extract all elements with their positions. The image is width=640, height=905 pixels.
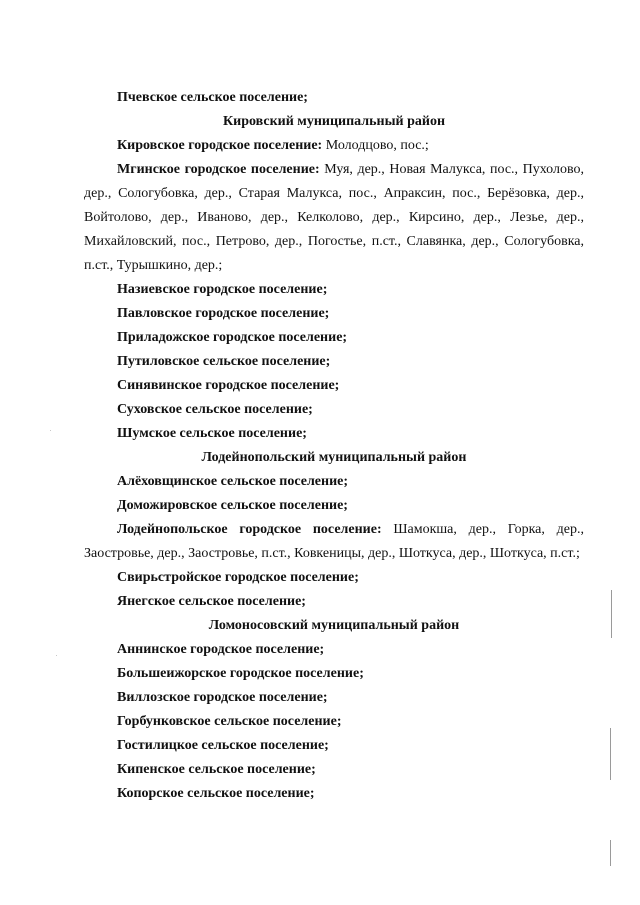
settlement-bolsheizhorskoe: Большеижорское городское поселение;: [117, 666, 364, 681]
settlement-kirovskoe: [84, 134, 584, 158]
scan-speck: [50, 430, 51, 431]
settlement-sukhovskoe: Суховское сельское поселение;: [117, 402, 313, 417]
settlement-mginskoe: [84, 158, 584, 278]
settlement-putilovskoe: Путиловское сельское поселение;: [117, 354, 331, 369]
settlement-label: Мгинское городское поселение:: [117, 162, 320, 177]
settlement-koporskoe: Копорское сельское поселение;: [117, 786, 315, 801]
settlement-priladozhskoe: Приладожское городское поселение;: [117, 330, 348, 345]
settlement-nazievskoe: Назиевское городское поселение;: [117, 282, 328, 297]
district-heading-lomonosovsky: Ломоносовский муниципальный район: [208, 618, 460, 633]
scan-edge-mark: [610, 728, 611, 780]
settlement-anninskoe: Аннинское городское поселение;: [117, 642, 325, 657]
settlement-lodeynopolskoe: [84, 518, 584, 566]
scan-edge-mark: [611, 590, 612, 638]
settlement-svirstroyskoe: Свирьстройское городское поселение;: [117, 570, 359, 585]
settlement-kipenskoe: Кипенское сельское поселение;: [117, 762, 316, 777]
document-body: [84, 86, 584, 806]
scan-speck: [56, 655, 57, 656]
district-heading-kirovsky: Кировский муниципальный район: [222, 114, 446, 129]
settlement-sinyavinskoe: Синявинское городское поселение;: [117, 378, 340, 393]
settlement-label: Кировское городское поселение:: [117, 138, 323, 153]
settlement-gostilitskoe: Гостилицкое сельское поселение;: [117, 738, 329, 753]
settlement-pavlovskoe: Павловское городское поселение;: [117, 306, 330, 321]
settlement-alekhovshchinskoe: Алёховщинское сельское поселение;: [117, 474, 349, 489]
settlement-localities: Молодцово, пос.;: [322, 138, 429, 153]
settlement-villozskoe: Виллозское городское поселение;: [117, 690, 328, 705]
settlement-gorbunkovskoe: Горбунковское сельское поселение;: [117, 714, 342, 729]
settlement-localities: Муя, дер., Новая Малукса, пос., Пухолово, дер., Сологубовка, дер., Старая Малукса, пос., Апраксин, пос., Берёзовка, дер., Войтолово, дер., Иваново, дер., Келколово, дер., Кирсино, дер., Лезье, дер., Михайловский, пос., Петрово, дер., Погостье, п.ст., Славянка, дер., Сологубовка, п.ст., Турышкино, дер.;: [84, 162, 584, 273]
settlement-localities: Шамокша, дер., Горка, дер., Заостровье, дер., Заостровье, п.ст., Ковкеницы, дер., Шоткуса, дер., Шоткуса, п.ст.;: [84, 522, 584, 561]
district-heading-lodeynopolsky: Лодейнопольский муниципальный район: [201, 450, 467, 465]
settlement-shumskoe: Шумское сельское поселение;: [117, 426, 307, 441]
scan-edge-mark: [610, 840, 611, 866]
settlement-yanegskoe: Янегское сельское поселение;: [117, 594, 306, 609]
settlement-label: Лодейнопольское городское поселение:: [117, 522, 382, 537]
settlement-pchevskoe: Пчевское сельское поселение;: [117, 90, 308, 105]
settlement-domozhirovskoe: Доможировское сельское поселение;: [117, 498, 348, 513]
